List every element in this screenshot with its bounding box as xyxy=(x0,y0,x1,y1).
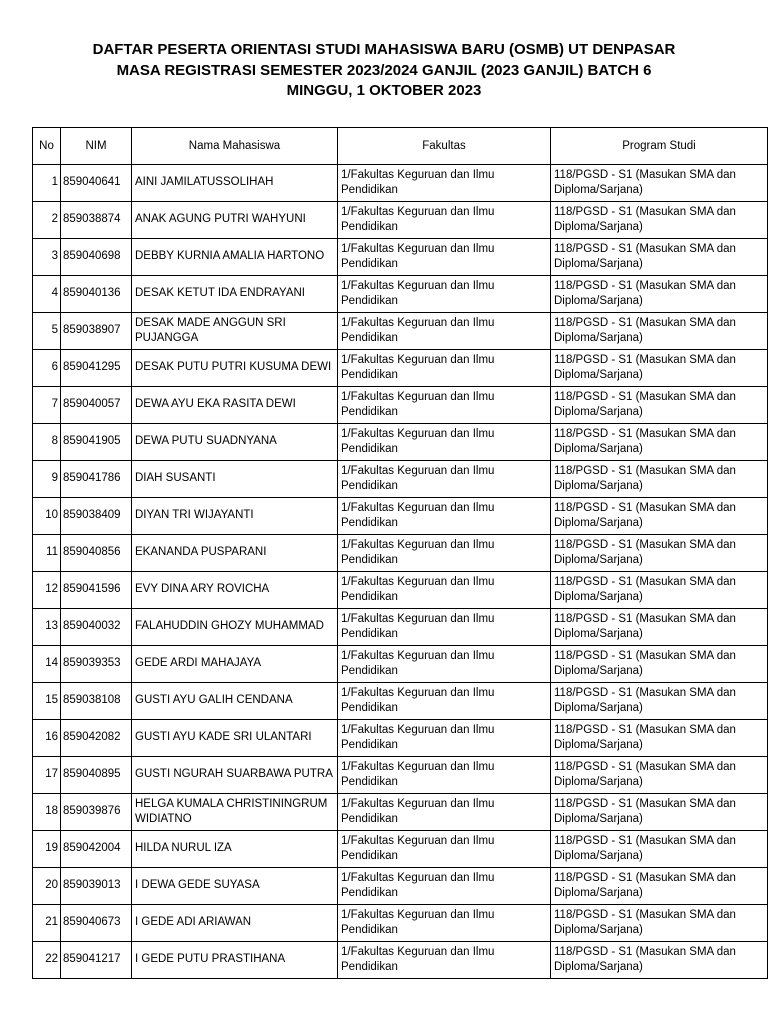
cell-nama: DIYAN TRI WIJAYANTI xyxy=(132,498,338,535)
cell-fakultas: 1/Fakultas Keguruan dan Ilmu Pendidikan xyxy=(338,313,551,350)
cell-nim: 859038907 xyxy=(61,313,132,350)
cell-nim: 859038874 xyxy=(61,202,132,239)
table-row xyxy=(33,239,768,276)
cell-no: 12 xyxy=(33,572,61,609)
cell-nim: 859040673 xyxy=(61,905,132,942)
cell-fakultas: 1/Fakultas Keguruan dan Ilmu Pendidikan xyxy=(338,165,551,202)
cell-nim: 859040641 xyxy=(61,165,132,202)
cell-no: 9 xyxy=(33,461,61,498)
cell-fakultas: 1/Fakultas Keguruan dan Ilmu Pendidikan xyxy=(338,720,551,757)
cell-nim: 859041295 xyxy=(61,350,132,387)
table-row xyxy=(33,498,768,535)
cell-program-studi: 118/PGSD - S1 (Masukan SMA dan Diploma/Sarjana) xyxy=(551,905,768,942)
table-row xyxy=(33,794,768,831)
cell-program-studi: 118/PGSD - S1 (Masukan SMA dan Diploma/Sarjana) xyxy=(551,498,768,535)
cell-fakultas: 1/Fakultas Keguruan dan Ilmu Pendidikan xyxy=(338,905,551,942)
cell-fakultas: 1/Fakultas Keguruan dan Ilmu Pendidikan xyxy=(338,794,551,831)
cell-no: 22 xyxy=(33,942,61,979)
cell-nim: 859038108 xyxy=(61,683,132,720)
cell-no: 4 xyxy=(33,276,61,313)
cell-no: 6 xyxy=(33,350,61,387)
cell-nama: EKANANDA PUSPARANI xyxy=(132,535,338,572)
cell-nama: GUSTI AYU KADE SRI ULANTARI xyxy=(132,720,338,757)
cell-nama: FALAHUDDIN GHOZY MUHAMMAD xyxy=(132,609,338,646)
cell-fakultas: 1/Fakultas Keguruan dan Ilmu Pendidikan xyxy=(338,276,551,313)
cell-fakultas: 1/Fakultas Keguruan dan Ilmu Pendidikan xyxy=(338,461,551,498)
table-row xyxy=(33,535,768,572)
cell-no: 19 xyxy=(33,831,61,868)
cell-nim: 859038409 xyxy=(61,498,132,535)
cell-program-studi: 118/PGSD - S1 (Masukan SMA dan Diploma/Sarjana) xyxy=(551,572,768,609)
column-header-nim: NIM xyxy=(61,128,132,165)
cell-nama: AINI JAMILATUSSOLIHAH xyxy=(132,165,338,202)
cell-fakultas: 1/Fakultas Keguruan dan Ilmu Pendidikan xyxy=(338,424,551,461)
cell-nama: GUSTI AYU GALIH CENDANA xyxy=(132,683,338,720)
cell-no: 14 xyxy=(33,646,61,683)
document-title xyxy=(0,40,768,102)
cell-nama: GEDE ARDI MAHAJAYA xyxy=(132,646,338,683)
cell-fakultas: 1/Fakultas Keguruan dan Ilmu Pendidikan xyxy=(338,757,551,794)
cell-program-studi: 118/PGSD - S1 (Masukan SMA dan Diploma/Sarjana) xyxy=(551,868,768,905)
table-row xyxy=(33,868,768,905)
cell-nim: 859039876 xyxy=(61,794,132,831)
cell-program-studi: 118/PGSD - S1 (Masukan SMA dan Diploma/Sarjana) xyxy=(551,202,768,239)
cell-nama: HELGA KUMALA CHRISTININGRUM WIDIATNO xyxy=(132,794,338,831)
cell-fakultas: 1/Fakultas Keguruan dan Ilmu Pendidikan xyxy=(338,683,551,720)
cell-nim: 859040057 xyxy=(61,387,132,424)
column-header-no: No xyxy=(33,128,61,165)
table-row xyxy=(33,646,768,683)
cell-no: 18 xyxy=(33,794,61,831)
table-row xyxy=(33,757,768,794)
title-line-3: MINGGU, 1 OKTOBER 2023 xyxy=(286,82,482,99)
cell-program-studi: 118/PGSD - S1 (Masukan SMA dan Diploma/Sarjana) xyxy=(551,239,768,276)
cell-no: 15 xyxy=(33,683,61,720)
cell-fakultas: 1/Fakultas Keguruan dan Ilmu Pendidikan xyxy=(338,831,551,868)
table-row xyxy=(33,609,768,646)
cell-nama: DEWA AYU EKA RASITA DEWI xyxy=(132,387,338,424)
table-row xyxy=(33,831,768,868)
cell-nim: 859040698 xyxy=(61,239,132,276)
cell-fakultas: 1/Fakultas Keguruan dan Ilmu Pendidikan xyxy=(338,609,551,646)
table-body xyxy=(33,165,768,979)
table-row xyxy=(33,165,768,202)
cell-no: 8 xyxy=(33,424,61,461)
cell-program-studi: 118/PGSD - S1 (Masukan SMA dan Diploma/Sarjana) xyxy=(551,831,768,868)
table-header-row xyxy=(33,128,768,165)
cell-program-studi: 118/PGSD - S1 (Masukan SMA dan Diploma/Sarjana) xyxy=(551,387,768,424)
cell-nim: 859041596 xyxy=(61,572,132,609)
column-header-fakultas: Fakultas xyxy=(338,128,551,165)
table-row xyxy=(33,202,768,239)
cell-nama: I GEDE PUTU PRASTIHANA xyxy=(132,942,338,979)
cell-program-studi: 118/PGSD - S1 (Masukan SMA dan Diploma/Sarjana) xyxy=(551,757,768,794)
cell-program-studi: 118/PGSD - S1 (Masukan SMA dan Diploma/Sarjana) xyxy=(551,313,768,350)
participant-table xyxy=(32,127,768,979)
cell-fakultas: 1/Fakultas Keguruan dan Ilmu Pendidikan xyxy=(338,572,551,609)
table-row xyxy=(33,720,768,757)
cell-fakultas: 1/Fakultas Keguruan dan Ilmu Pendidikan xyxy=(338,239,551,276)
cell-no: 10 xyxy=(33,498,61,535)
cell-fakultas: 1/Fakultas Keguruan dan Ilmu Pendidikan xyxy=(338,387,551,424)
cell-fakultas: 1/Fakultas Keguruan dan Ilmu Pendidikan xyxy=(338,202,551,239)
cell-nim: 859040136 xyxy=(61,276,132,313)
cell-nama: I GEDE ADI ARIAWAN xyxy=(132,905,338,942)
cell-nim: 859041905 xyxy=(61,424,132,461)
cell-nama: DEWA PUTU SUADNYANA xyxy=(132,424,338,461)
cell-nim: 859041786 xyxy=(61,461,132,498)
cell-nim: 859042082 xyxy=(61,720,132,757)
cell-no: 20 xyxy=(33,868,61,905)
cell-program-studi: 118/PGSD - S1 (Masukan SMA dan Diploma/Sarjana) xyxy=(551,683,768,720)
cell-nama: DEBBY KURNIA AMALIA HARTONO xyxy=(132,239,338,276)
cell-fakultas: 1/Fakultas Keguruan dan Ilmu Pendidikan xyxy=(338,868,551,905)
column-header-program-studi: Program Studi xyxy=(551,128,768,165)
cell-program-studi: 118/PGSD - S1 (Masukan SMA dan Diploma/Sarjana) xyxy=(551,424,768,461)
cell-program-studi: 118/PGSD - S1 (Masukan SMA dan Diploma/Sarjana) xyxy=(551,165,768,202)
cell-nama: DESAK MADE ANGGUN SRI PUJANGGA xyxy=(132,313,338,350)
cell-nim: 859039353 xyxy=(61,646,132,683)
cell-nama: ANAK AGUNG PUTRI WAHYUNI xyxy=(132,202,338,239)
cell-no: 7 xyxy=(33,387,61,424)
cell-nama: EVY DINA ARY ROVICHA xyxy=(132,572,338,609)
table-row xyxy=(33,387,768,424)
cell-program-studi: 118/PGSD - S1 (Masukan SMA dan Diploma/Sarjana) xyxy=(551,535,768,572)
cell-no: 3 xyxy=(33,239,61,276)
cell-program-studi: 118/PGSD - S1 (Masukan SMA dan Diploma/Sarjana) xyxy=(551,461,768,498)
table-row xyxy=(33,905,768,942)
table-row xyxy=(33,572,768,609)
cell-nama: I DEWA GEDE SUYASA xyxy=(132,868,338,905)
table-row xyxy=(33,313,768,350)
cell-nama: DIAH SUSANTI xyxy=(132,461,338,498)
table-row xyxy=(33,276,768,313)
cell-program-studi: 118/PGSD - S1 (Masukan SMA dan Diploma/Sarjana) xyxy=(551,609,768,646)
cell-no: 17 xyxy=(33,757,61,794)
title-line-2: MASA REGISTRASI SEMESTER 2023/2024 GANJIL (2023 GANJIL) BATCH 6 xyxy=(116,61,652,79)
cell-nama: GUSTI NGURAH SUARBAWA PUTRA xyxy=(132,757,338,794)
title-line-1: DAFTAR PESERTA ORIENTASI STUDI MAHASISWA BARU (OSMB) UT DENPASAR xyxy=(92,41,676,58)
cell-no: 21 xyxy=(33,905,61,942)
cell-program-studi: 118/PGSD - S1 (Masukan SMA dan Diploma/Sarjana) xyxy=(551,794,768,831)
table-row xyxy=(33,942,768,979)
cell-nim: 859042004 xyxy=(61,831,132,868)
cell-no: 2 xyxy=(33,202,61,239)
cell-nim: 859040032 xyxy=(61,609,132,646)
cell-fakultas: 1/Fakultas Keguruan dan Ilmu Pendidikan xyxy=(338,942,551,979)
table-row xyxy=(33,683,768,720)
cell-no: 11 xyxy=(33,535,61,572)
cell-nama: HILDA NURUL IZA xyxy=(132,831,338,868)
cell-nim: 859040856 xyxy=(61,535,132,572)
cell-fakultas: 1/Fakultas Keguruan dan Ilmu Pendidikan xyxy=(338,350,551,387)
cell-nim: 859040895 xyxy=(61,757,132,794)
cell-no: 5 xyxy=(33,313,61,350)
table-row xyxy=(33,424,768,461)
cell-nama: DESAK PUTU PUTRI KUSUMA DEWI xyxy=(132,350,338,387)
cell-nim: 859039013 xyxy=(61,868,132,905)
cell-program-studi: 118/PGSD - S1 (Masukan SMA dan Diploma/Sarjana) xyxy=(551,646,768,683)
cell-program-studi: 118/PGSD - S1 (Masukan SMA dan Diploma/Sarjana) xyxy=(551,720,768,757)
cell-fakultas: 1/Fakultas Keguruan dan Ilmu Pendidikan xyxy=(338,535,551,572)
cell-nama: DESAK KETUT IDA ENDRAYANI xyxy=(132,276,338,313)
cell-fakultas: 1/Fakultas Keguruan dan Ilmu Pendidikan xyxy=(338,498,551,535)
cell-nim: 859041217 xyxy=(61,942,132,979)
cell-program-studi: 118/PGSD - S1 (Masukan SMA dan Diploma/Sarjana) xyxy=(551,276,768,313)
cell-no: 1 xyxy=(33,165,61,202)
cell-program-studi: 118/PGSD - S1 (Masukan SMA dan Diploma/Sarjana) xyxy=(551,942,768,979)
table-row xyxy=(33,350,768,387)
cell-no: 16 xyxy=(33,720,61,757)
column-header-nama: Nama Mahasiswa xyxy=(132,128,338,165)
cell-fakultas: 1/Fakultas Keguruan dan Ilmu Pendidikan xyxy=(338,646,551,683)
table-row xyxy=(33,461,768,498)
cell-no: 13 xyxy=(33,609,61,646)
cell-program-studi: 118/PGSD - S1 (Masukan SMA dan Diploma/Sarjana) xyxy=(551,350,768,387)
